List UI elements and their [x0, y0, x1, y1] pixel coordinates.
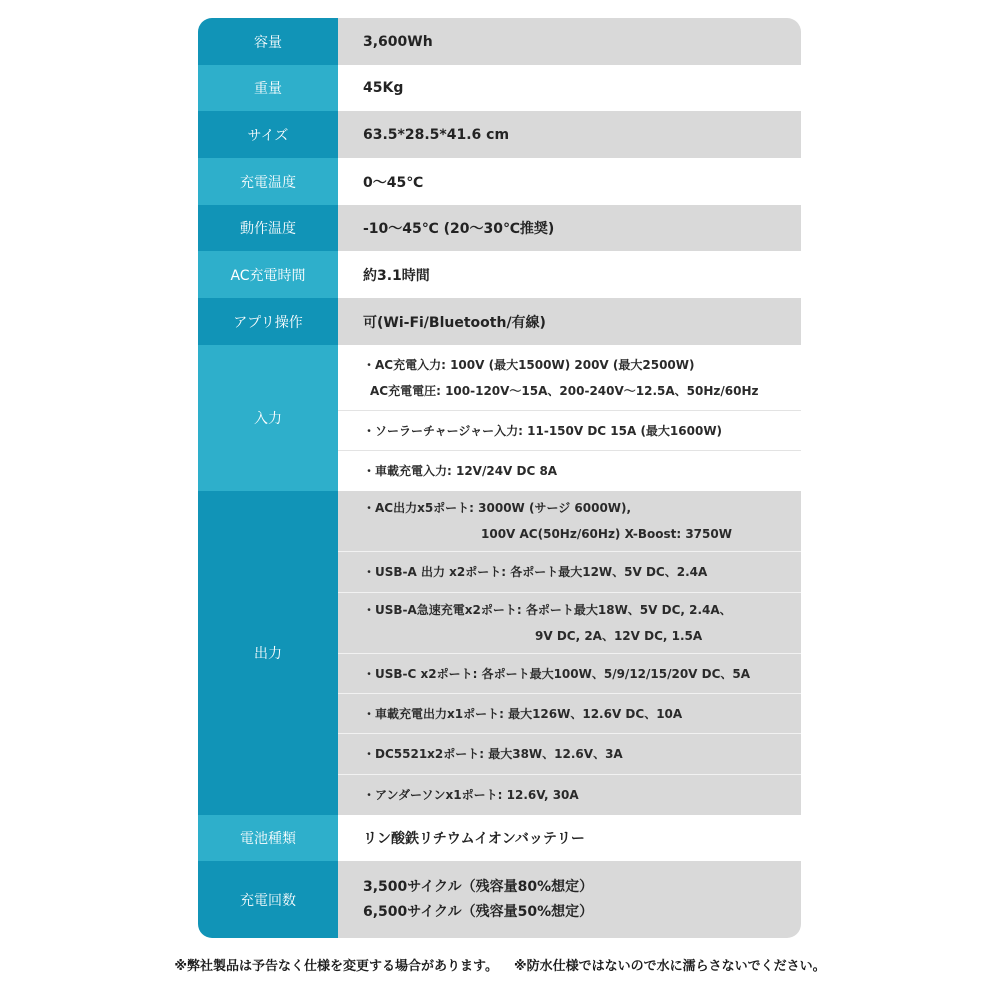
spec-value: -10～45℃ (20～30℃推奨) — [363, 221, 555, 237]
spec-row-charge-temp — [198, 158, 801, 205]
output-item-car — [338, 694, 801, 734]
input-item-car — [338, 451, 801, 491]
spec-row-cycles — [198, 861, 801, 938]
input-item-line: ・車載充電入力: 12V/24V DC 8A — [363, 464, 558, 478]
output-item-line: ・AC出力x5ポート: 3000W (サージ 6000W), — [363, 501, 632, 515]
output-item-line: ・車載充電出力x1ポート: 最大126W、12.6V DC、10A — [363, 706, 683, 721]
spec-label: 動作温度 — [198, 205, 338, 251]
output-item-line: 9V DC, 2A、12V DC, 1.5A — [535, 629, 703, 643]
output-item-dc5521 — [338, 734, 801, 775]
spec-label: 充電温度 — [198, 158, 338, 205]
spec-value — [338, 861, 801, 938]
footnote-waterproof: ※防水仕様ではないので水に濡らさないでください。 — [513, 959, 826, 974]
output-item-line: ・USB-C x2ポート: 各ポート最大100W、5/9/12/15/20V DC、5A — [363, 666, 751, 681]
spec-row-battery-type — [198, 815, 801, 861]
input-item-line: ・ソーラーチャージャー入力: 11-150V DC 15A (最大1600W) — [363, 423, 723, 438]
spec-row-capacity — [198, 18, 801, 65]
spec-row-app-control — [198, 298, 801, 345]
spec-value: 約3.1時間 — [363, 267, 430, 284]
spec-row-ac-charge-time — [198, 251, 801, 298]
spec-value: 3,600Wh — [363, 33, 433, 50]
output-item-line: ・USB-A急速充電x2ポート: 各ポート最大18W、5V DC, 2.4A、 — [363, 603, 732, 617]
spec-value: 63.5*28.5*41.6 cm — [363, 126, 510, 143]
spec-value: リン酸鉄リチウムイオンバッテリー — [363, 831, 585, 847]
output-item-anderson — [338, 775, 801, 815]
spec-label: 容量 — [198, 18, 338, 65]
output-item-line: 100V AC(50Hz/60Hz) X-Boost: 3750W — [481, 527, 732, 541]
spec-label: 重量 — [198, 65, 338, 111]
spec-row-input — [198, 345, 801, 491]
footnote-spec-change: ※弊社製品は予告なく仕様を変更する場合があります。 — [174, 959, 498, 974]
output-item-usb-a — [338, 552, 801, 593]
spec-label: アプリ操作 — [198, 298, 338, 345]
input-item-line: ・AC充電入力: 100V (最大1500W) 200V (最大2500W) — [363, 357, 695, 372]
spec-row-weight — [198, 65, 801, 111]
input-item-line: AC充電電圧: 100-120V～15A、200-240V～12.5A、50Hz/60Hz — [370, 383, 759, 398]
footnote — [0, 955, 1000, 974]
output-item-usb-a-fast — [338, 593, 801, 654]
output-item-usb-c — [338, 654, 801, 694]
spec-label: サイズ — [198, 111, 338, 158]
spec-value: 可(Wi-Fi/Bluetooth/有線) — [363, 314, 546, 331]
input-item-ac — [338, 345, 801, 411]
spec-label: AC充電時間 — [198, 251, 338, 298]
spec-row-output — [198, 491, 801, 815]
spec-value: 45Kg — [363, 80, 404, 96]
output-item-line: ・アンダーソンx1ポート: 12.6V, 30A — [363, 788, 579, 802]
cycles-line: 3,500サイクル（残容量80%想定） — [363, 878, 594, 895]
spec-value: 0～45℃ — [363, 174, 424, 191]
output-item-line: ・USB-A 出力 x2ポート: 各ポート最大12W、5V DC、2.4A — [363, 565, 708, 579]
output-item-line: ・DC5521x2ポート: 最大38W、12.6V、3A — [363, 747, 623, 761]
spec-label: 出力 — [198, 491, 338, 815]
cycles-line: 6,500サイクル（残容量50%想定） — [363, 903, 594, 920]
output-item-ac — [338, 491, 801, 552]
spec-table — [198, 18, 801, 938]
spec-row-operating-temp — [198, 205, 801, 251]
spec-label: 入力 — [198, 345, 338, 491]
input-item-solar — [338, 411, 801, 451]
spec-row-size — [198, 111, 801, 158]
spec-label: 充電回数 — [198, 861, 338, 938]
spec-label: 電池種類 — [198, 815, 338, 861]
